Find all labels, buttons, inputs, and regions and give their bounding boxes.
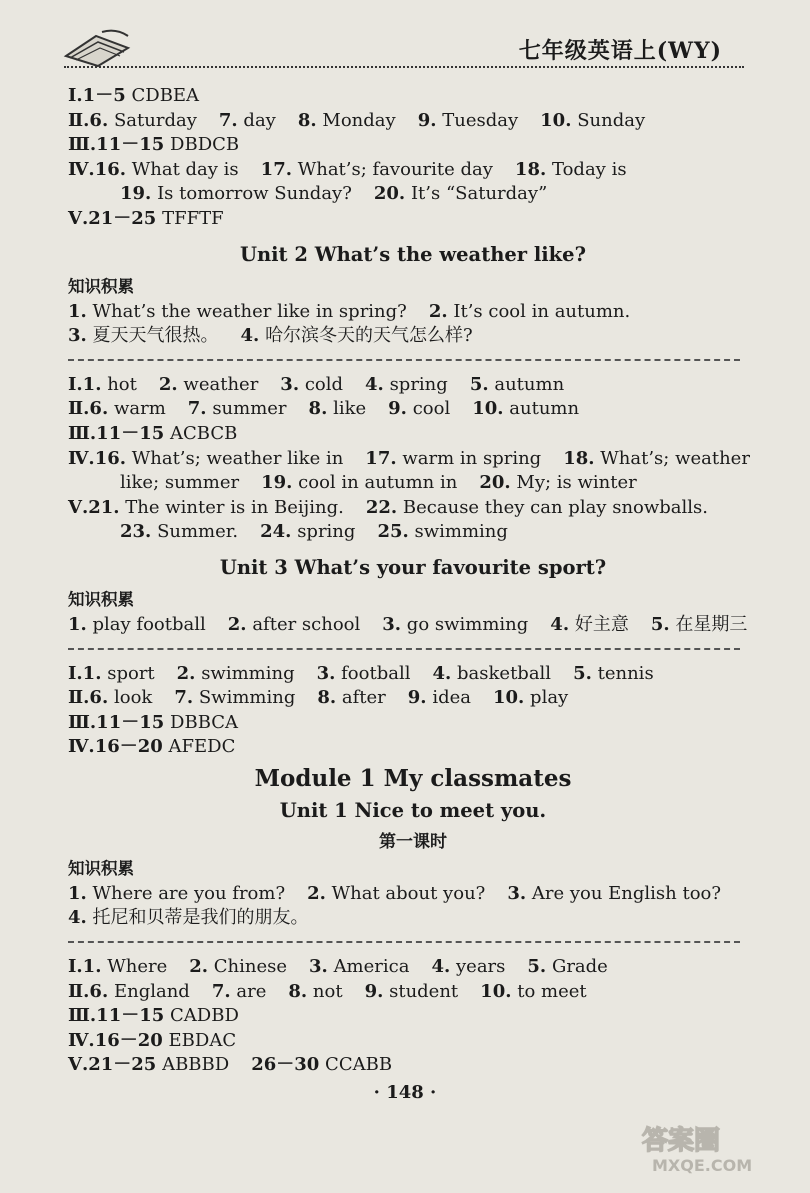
answer-text: CDBEA: [131, 85, 200, 106]
answer-item: [68, 447, 343, 472]
answer-item: [120, 182, 352, 207]
answer-text: are: [236, 980, 267, 1002]
answer-line: [68, 397, 758, 422]
answer-text: The winter is in Beijing.: [125, 496, 344, 518]
answer-text: CCABB: [325, 1054, 393, 1076]
question-number: 5.: [527, 956, 547, 978]
answer-text: It’s cool in autumn.: [453, 300, 631, 322]
answer-item: [365, 373, 448, 398]
question-number: 8.: [288, 980, 308, 1002]
answer-text: sport: [107, 662, 155, 684]
question-number: 10.: [492, 687, 525, 709]
question-number: Ⅲ.11－15: [68, 134, 165, 156]
question-number: 3.: [507, 882, 527, 904]
question-number: 19.: [120, 183, 152, 205]
question-number: 4.: [431, 956, 451, 978]
answer-content: [68, 84, 758, 1078]
answer-text: tennis: [597, 662, 654, 684]
answer-item: [527, 955, 607, 980]
question-number: 3.: [68, 325, 87, 347]
question-number: Ⅱ.6.: [68, 398, 109, 420]
question-number: 26－30: [251, 1054, 320, 1076]
answer-item: [68, 373, 137, 398]
answer-item: [68, 613, 206, 638]
answer-text: 在星期三: [675, 613, 748, 635]
section-divider: [68, 648, 740, 650]
question-number: 4.: [240, 325, 260, 347]
question-number: 10.: [540, 109, 572, 131]
question-number: 7.: [187, 398, 207, 420]
answer-item: [382, 613, 528, 638]
question-number: 9.: [364, 980, 384, 1002]
answer-item: [288, 980, 342, 1005]
answer-text: 托尼和贝蒂是我们的朋友。: [92, 907, 309, 929]
answer-text: Are you English too?: [531, 882, 722, 904]
book-logo-icon: [62, 26, 134, 68]
answer-item: [68, 1053, 229, 1078]
answer-line: [68, 1053, 758, 1078]
question-number: Ⅴ.21.: [68, 496, 120, 518]
answer-text: to meet: [517, 980, 587, 1002]
answer-item: [515, 158, 627, 183]
question-number: 2.: [189, 956, 209, 978]
answer-item: [68, 109, 197, 134]
answer-item: [228, 613, 360, 638]
answer-text: like: [333, 398, 367, 420]
answer-text: after school: [252, 613, 361, 635]
answer-item: [68, 207, 224, 232]
question-number: 2.: [428, 300, 448, 322]
answer-text: swimming: [414, 521, 508, 543]
question-number: 17.: [260, 158, 292, 180]
question-number: 8.: [317, 687, 337, 709]
question-number: Ⅳ.16－20: [68, 736, 163, 758]
answer-text: autumn: [509, 398, 580, 420]
question-number: 25.: [377, 521, 409, 543]
answer-item: [573, 662, 654, 687]
answer-text: What’s; weather like in: [131, 447, 344, 469]
answer-text: Today is: [551, 158, 627, 180]
answer-item: [68, 882, 285, 907]
answer-item: [317, 686, 385, 711]
question-number: 8.: [297, 109, 317, 131]
question-number: 3.: [309, 956, 328, 978]
question-number: 3.: [280, 373, 300, 395]
answer-text: Chinese: [213, 956, 288, 978]
answer-item: [309, 955, 409, 980]
answer-line: [68, 496, 758, 521]
answer-text: hot: [107, 373, 137, 395]
question-number: Ⅰ.1.: [68, 373, 102, 395]
answer-item: [68, 300, 407, 325]
answer-item: [174, 686, 295, 711]
question-number: 23.: [120, 521, 152, 543]
answer-item: [68, 735, 235, 760]
answer-text: look: [113, 687, 153, 709]
answer-text: football: [341, 662, 411, 684]
answer-item: [68, 711, 238, 736]
answer-line: [68, 686, 758, 711]
answer-line: [68, 711, 758, 736]
answer-item: [251, 1053, 392, 1078]
answer-text: like; summer: [120, 472, 240, 494]
answer-line: [68, 422, 758, 447]
answer-text: ABBBD: [162, 1054, 230, 1076]
answer-item: [480, 980, 586, 1005]
answer-text: What’s the weather like in spring?: [92, 300, 407, 322]
answer-item: [68, 397, 166, 422]
answer-line: [68, 882, 758, 907]
answer-item: [317, 662, 411, 687]
question-number: Ⅳ.16.: [68, 158, 127, 180]
answer-text: after: [341, 687, 386, 709]
answer-line: [68, 662, 758, 687]
question-number: 3.: [316, 662, 336, 684]
answer-text: AFEDC: [168, 736, 236, 758]
answer-line: [68, 955, 758, 980]
question-number: Ⅱ.6.: [68, 687, 109, 709]
module-title: Module 1 My classmates: [254, 764, 572, 792]
question-number: 18.: [514, 158, 547, 180]
answer-item: [472, 397, 579, 422]
answer-text: Swimming: [198, 687, 296, 709]
question-number: Ⅲ.11－15: [68, 711, 165, 733]
question-number: Ⅳ.16－20: [68, 1029, 163, 1051]
answer-text: It’s “Saturday”: [410, 183, 548, 205]
question-number: Ⅲ.11－15: [68, 1005, 165, 1027]
question-number: 4.: [550, 613, 570, 635]
answer-item: [377, 520, 507, 545]
answer-text: summer: [212, 398, 287, 420]
answer-line: [68, 300, 758, 325]
answer-item: [241, 324, 473, 349]
answer-line: [68, 1029, 758, 1054]
answer-item: [374, 182, 547, 207]
question-number: 2.: [227, 613, 247, 635]
answer-item: [408, 686, 471, 711]
answer-text: My; is winter: [516, 472, 637, 494]
question-number: 24.: [260, 521, 292, 543]
answer-text: Sunday: [577, 109, 646, 131]
lesson-title: 第一课时: [379, 831, 447, 852]
answer-text: weather: [183, 373, 259, 395]
header-divider: [64, 66, 744, 68]
answer-item: [431, 955, 505, 980]
answer-item: [68, 1029, 236, 1054]
question-number: 18.: [563, 447, 595, 469]
answer-text: Tuesday: [442, 109, 519, 131]
answer-text: student: [389, 980, 459, 1002]
answer-item: [651, 613, 748, 638]
question-number: 7.: [218, 109, 238, 131]
header-title: 七年级英语上(WY): [518, 38, 722, 64]
answer-item: [261, 471, 457, 496]
question-number: 9.: [388, 398, 407, 420]
answer-text: years: [456, 956, 506, 978]
section-label: 知识积累: [68, 589, 134, 609]
answer-text: EBDAC: [168, 1029, 237, 1051]
page-number: · 148 ·: [373, 1082, 437, 1103]
answer-item: [418, 109, 518, 134]
question-number: 2.: [158, 373, 178, 395]
question-number: 5.: [469, 373, 489, 395]
answer-line: [68, 84, 758, 109]
answer-line: [68, 613, 758, 638]
answer-line: [68, 520, 758, 545]
answer-item: [68, 133, 239, 158]
answer-text: TFFTF: [162, 207, 224, 229]
answer-text: ACBCB: [170, 422, 238, 444]
answer-text: warm in spring: [402, 447, 542, 469]
answer-item: [366, 496, 708, 521]
question-number: 10.: [472, 398, 504, 420]
unit-title: Unit 2 What’s the weather like?: [239, 242, 587, 266]
answer-item: [307, 882, 485, 907]
question-number: 22.: [365, 496, 398, 518]
answer-item: [219, 109, 276, 134]
answer-line: [68, 447, 758, 472]
answer-text: 夏天天气很热。: [92, 325, 219, 347]
answer-text: Where are you from?: [92, 882, 286, 904]
question-number: Ⅱ.6.: [68, 109, 109, 131]
answer-text: spring: [297, 521, 356, 543]
answer-text: idea: [432, 687, 471, 709]
question-number: 17.: [365, 447, 397, 469]
answer-text: What’s; weather: [600, 447, 750, 469]
answer-item: [309, 397, 367, 422]
unit-title: Unit 3 What’s your favourite sport?: [219, 555, 607, 579]
question-number: 2.: [307, 882, 326, 904]
answer-item: [260, 520, 355, 545]
question-number: 2.: [176, 662, 196, 684]
question-number: 20.: [373, 183, 406, 205]
answer-line: [68, 1004, 758, 1029]
answer-item: [280, 373, 343, 398]
question-number: 10.: [480, 980, 512, 1002]
answer-text: Because they can play snowballs.: [402, 496, 709, 518]
question-number: 9.: [417, 109, 437, 131]
section-label: 知识积累: [68, 858, 134, 878]
answer-item: [68, 980, 190, 1005]
watermark-url: MXQE.COM: [652, 1156, 753, 1175]
answer-text: Grade: [551, 956, 608, 978]
answer-text: CADBD: [170, 1005, 239, 1027]
answer-text: Where: [107, 956, 168, 978]
question-number: Ⅴ.21－25: [68, 207, 157, 229]
answer-item: [68, 84, 199, 109]
answer-item: [261, 158, 493, 183]
question-number: 3.: [382, 613, 402, 635]
answer-item: [493, 686, 568, 711]
answer-item: [68, 324, 219, 349]
answer-item: [470, 373, 564, 398]
answer-item: [68, 955, 167, 980]
answer-line: [68, 182, 758, 207]
answer-item: [432, 662, 551, 687]
question-number: 1.: [68, 613, 87, 635]
unit-title: Unit 1 Nice to meet you.: [279, 798, 547, 822]
answer-item: [298, 109, 396, 134]
answer-item: [189, 955, 287, 980]
question-number: 7.: [211, 980, 231, 1002]
watermark-brand: 答案圈: [642, 1126, 721, 1156]
answer-text: cool in autumn in: [298, 472, 458, 494]
answer-line: [68, 133, 758, 158]
answer-line: [68, 906, 758, 931]
answer-text: Saturday: [113, 109, 197, 131]
section-divider: [68, 359, 740, 361]
section-divider: [68, 941, 740, 943]
answer-item: [68, 158, 239, 183]
answer-item: [365, 447, 541, 472]
answer-item: [68, 906, 309, 931]
answer-item: [188, 397, 287, 422]
question-number: 9.: [407, 687, 427, 709]
question-number: 8.: [308, 398, 328, 420]
answer-item: [68, 1004, 239, 1029]
question-number: Ⅲ.11－15: [68, 422, 165, 444]
question-number: 1.: [68, 882, 87, 904]
question-number: Ⅰ.1－5: [68, 85, 126, 106]
answer-text: play: [530, 687, 569, 709]
question-number: 4.: [365, 373, 384, 395]
answer-line: [68, 158, 758, 183]
question-number: 7.: [174, 687, 194, 709]
answer-item: [159, 373, 258, 398]
answer-item: [68, 422, 237, 447]
answer-item: [120, 520, 238, 545]
question-number: 5.: [573, 662, 592, 684]
answer-text: cold: [304, 373, 344, 395]
question-number: Ⅰ.1.: [68, 956, 102, 978]
answer-text: autumn: [494, 373, 565, 395]
answer-text: DBDCB: [170, 134, 240, 156]
section-label: 知识积累: [68, 276, 134, 296]
answer-text: play football: [92, 613, 206, 635]
question-number: 5.: [650, 613, 670, 635]
question-number: Ⅴ.21－25: [68, 1054, 157, 1076]
answer-text: What about you?: [331, 882, 486, 904]
answer-text: 哈尔滨冬天的天气怎么样?: [265, 325, 473, 347]
answer-line: [68, 207, 758, 232]
answer-line: [68, 980, 758, 1005]
answer-item: [68, 662, 155, 687]
answer-item: [177, 662, 295, 687]
answer-line: [68, 109, 758, 134]
answer-text: spring: [389, 373, 448, 395]
answer-text: Summer.: [157, 521, 239, 543]
answer-item: [563, 447, 750, 472]
question-number: 19.: [261, 472, 293, 494]
answer-item: [479, 471, 636, 496]
answer-item: [212, 980, 267, 1005]
question-number: 4.: [68, 907, 87, 929]
answer-item: [68, 686, 152, 711]
answer-text: 好主意: [574, 613, 629, 635]
question-number: Ⅱ.6.: [68, 980, 109, 1002]
answer-text: day: [243, 109, 276, 131]
answer-text: America: [333, 956, 410, 978]
answer-item: [550, 613, 629, 638]
answer-item: [507, 882, 721, 907]
answer-item: [365, 980, 459, 1005]
question-number: 4.: [432, 662, 452, 684]
answer-line: [68, 471, 758, 496]
answer-item: [388, 397, 450, 422]
question-number: 20.: [479, 472, 511, 494]
answer-text: cool: [412, 398, 451, 420]
answer-text: DBBCA: [170, 711, 239, 733]
answer-text: not: [312, 980, 343, 1002]
answer-item: [429, 300, 630, 325]
answer-item: [120, 471, 239, 496]
answer-text: England: [113, 980, 190, 1002]
answer-text: swimming: [201, 662, 295, 684]
answer-text: What’s; favourite day: [297, 158, 493, 180]
answer-text: go swimming: [406, 613, 529, 635]
answer-item: [540, 109, 645, 134]
answer-text: What day is: [131, 158, 239, 180]
answer-item: [68, 496, 344, 521]
answer-line: [68, 373, 758, 398]
answer-text: Monday: [322, 109, 396, 131]
answer-line: [68, 324, 758, 349]
question-number: Ⅳ.16.: [68, 447, 127, 469]
answer-line: [68, 735, 758, 760]
answer-text: basketball: [457, 662, 552, 684]
answer-text: warm: [113, 398, 166, 420]
question-number: 1.: [68, 300, 87, 322]
answer-text: Is tomorrow Sunday?: [157, 183, 352, 205]
question-number: Ⅰ.1.: [68, 662, 102, 684]
watermark-logo: [636, 1119, 786, 1175]
